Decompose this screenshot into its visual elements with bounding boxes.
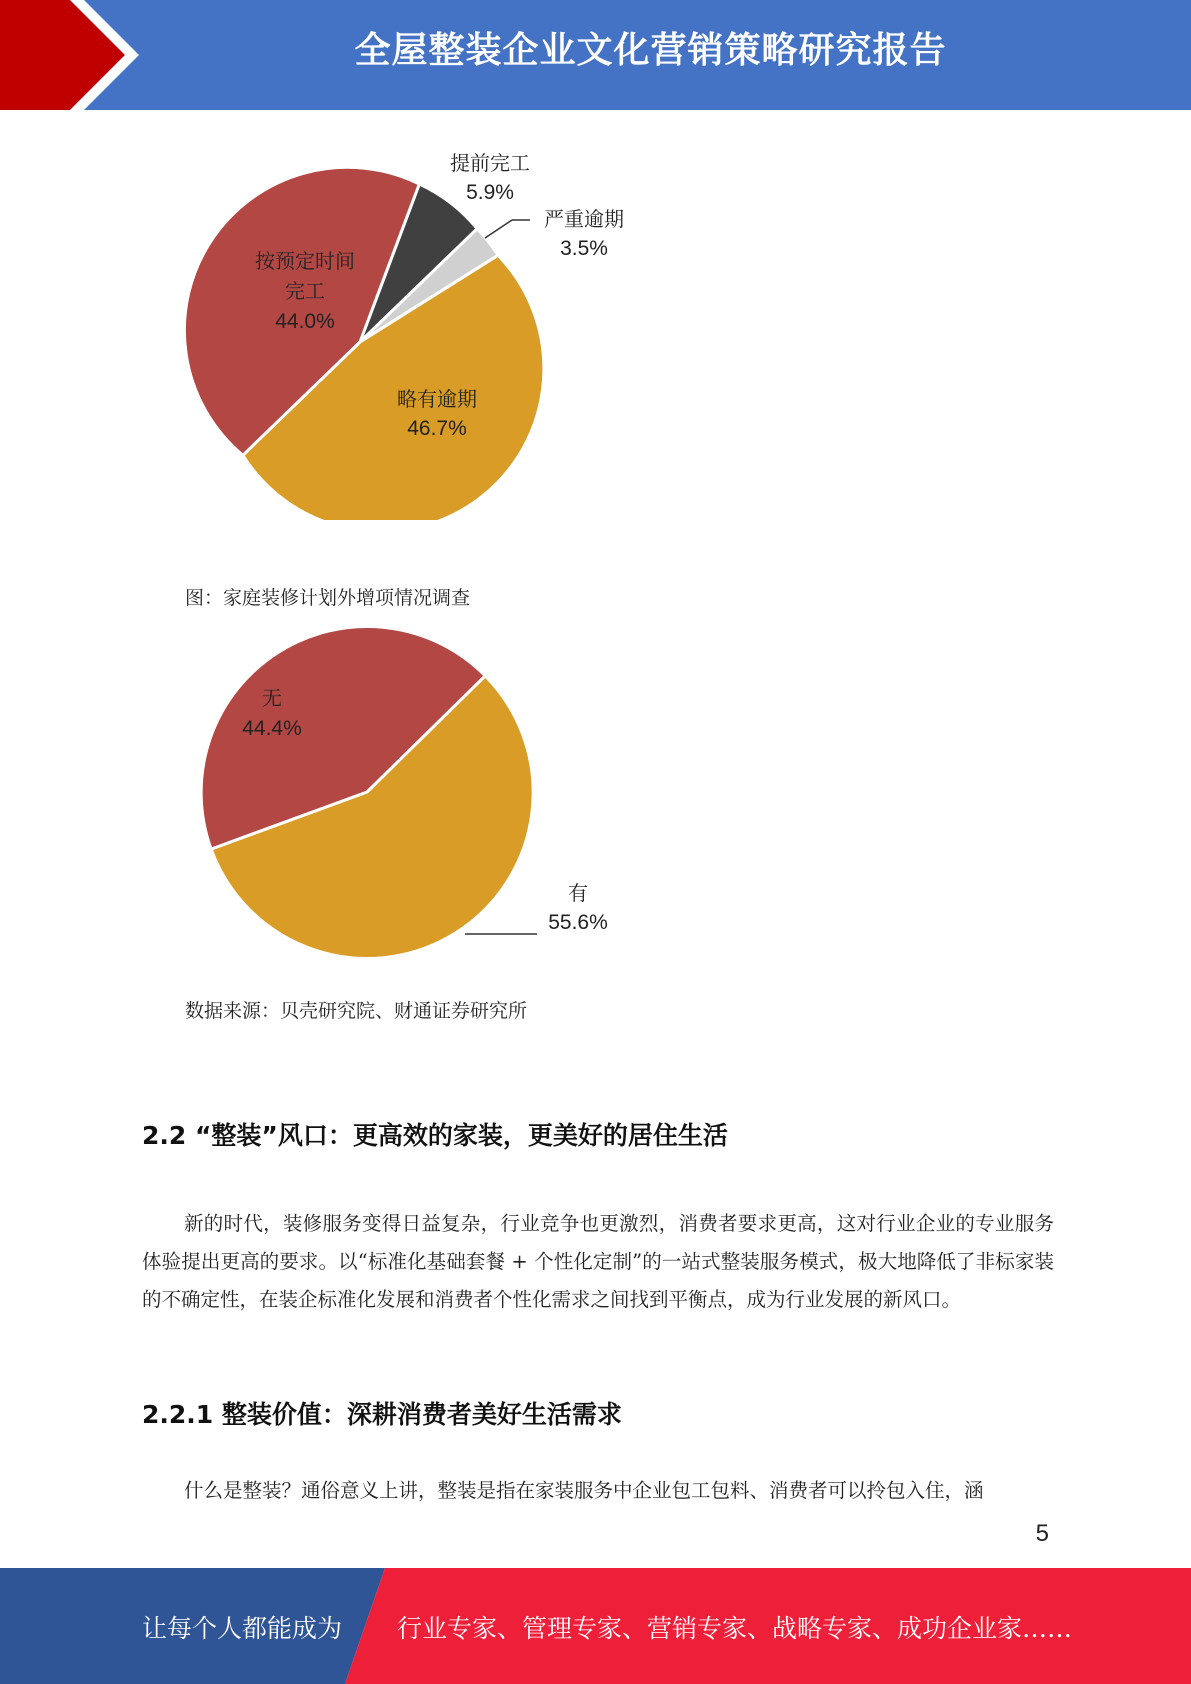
extra-items-pie-chart xyxy=(150,620,670,970)
slice-value-no: 44.4% xyxy=(242,717,302,740)
completion-pie-chart xyxy=(150,130,710,520)
slice-value-slight-delay: 46.7% xyxy=(407,417,467,440)
chart-caption: 图：家庭装修计划外增项情况调查 xyxy=(185,587,471,609)
slice-value-severe-delay: 3.5% xyxy=(560,237,608,260)
header-arrow-decoration xyxy=(0,0,160,110)
leader-line-severe-delay xyxy=(485,220,512,238)
slice-value-early-completion: 5.9% xyxy=(466,181,514,204)
slice-label-yes: 有 xyxy=(568,881,588,905)
slice-label-on-time-line2: 完工 xyxy=(285,279,325,303)
section-2-2-1-paragraph: 什么是整装？通俗意义上讲，整装是指在家装服务中企业包工包料、消费者可以拎包入住，涵 xyxy=(184,1479,984,1502)
slice-value-yes: 55.6% xyxy=(548,911,608,934)
slice-label-no: 无 xyxy=(262,686,282,710)
slice-label-slight-delay: 略有逾期 xyxy=(397,387,477,411)
section-2-2-paragraph: 新的时代，装修服务变得日益复杂，行业竞争也更激烈，消费者要求更高，这对行业企业的专业服务体验提出更高的要求。以“标准化基础套餐 + 个性化定制”的一站式整装服务模式，极大地降低了非标家装的不确定性，在装企标准化发展和消费者个性化需求之间找到平衡点，成为行业发展的新风口。 xyxy=(142,1212,1054,1311)
source-caption: 数据来源：贝壳研究院、财通证券研究所 xyxy=(185,1000,528,1022)
page-number: 5 xyxy=(1035,1520,1049,1547)
report-title: 全屋整装企业文化营销策略研究报告 xyxy=(354,30,947,71)
slice-label-severe-delay: 严重逾期 xyxy=(544,207,624,231)
slice-label-early-completion: 提前完工 xyxy=(450,151,530,175)
footer-slogan-right: 行业专家、管理专家、营销专家、战略专家、成功企业家…… xyxy=(397,1614,1073,1643)
footer-slogan-left: 让每个人都能成为 xyxy=(142,1614,343,1643)
slice-value-on-time: 44.0% xyxy=(275,310,335,333)
page-header xyxy=(0,0,1191,110)
section-2-2-1-heading: 2.2.1 整装价值：深耕消费者美好生活需求 xyxy=(142,1400,622,1429)
slice-label-on-time-line1: 按预定时间 xyxy=(255,249,355,273)
page-footer xyxy=(0,1568,1191,1684)
section-2-2-heading: 2.2 “整装”风口：更高效的家装，更美好的居住生活 xyxy=(142,1121,728,1150)
